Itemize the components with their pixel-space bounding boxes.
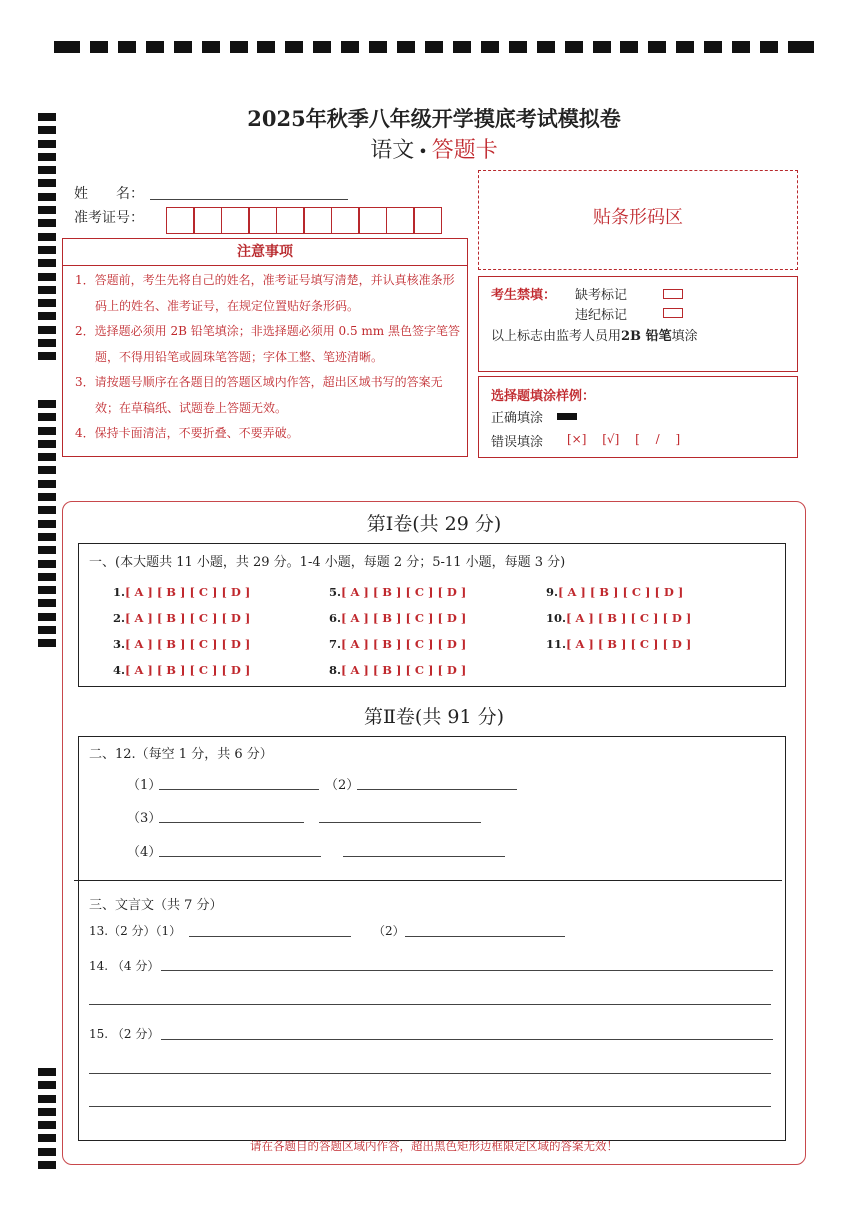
sample-title: 选择题填涂样例： [491,389,596,404]
timing-mark [760,41,778,53]
notice-title: 注意事项 [62,238,468,266]
notice-item-3: 3．请按题号顺序在各题目的答题区域内作答，超出区域书写的答案无效；在草稿纸、试题卷上答题无效。 [75,375,443,415]
blank-3-line[interactable] [159,822,304,823]
blank-2-line[interactable] [357,789,517,790]
answer-options[interactable]: [ A ] [ B ] [ C ] [ D ] [566,611,692,625]
blank-4-label: （4） [127,845,162,860]
question-number: 10. [546,611,567,625]
timing-mark [38,599,56,607]
timing-mark [38,546,56,554]
part2-title: 第Ⅱ卷(共 91 分) [364,706,504,728]
answer-options[interactable]: [ A ] [ B ] [ C ] [ D ] [341,611,467,625]
id-number-boxes[interactable] [167,207,442,234]
question-number: 3. [113,637,126,651]
timing-mark [38,560,56,568]
answer-options[interactable]: [ A ] [ B ] [ C ] [ D ] [125,585,251,599]
timing-mark [38,166,56,174]
q14-line-2[interactable] [89,1004,771,1005]
forbidden-box [478,276,798,372]
answer-options[interactable]: [ A ] [ B ] [ C ] [ D ] [566,637,692,651]
blank-3-label: （3） [127,811,162,826]
violation-label: 违纪标记 [575,308,628,323]
answer-options[interactable]: [ A ] [ B ] [ C ] [ D ] [341,585,467,599]
top-timing-marks [54,41,814,55]
q14-label: 14. （4 分） [89,959,160,973]
timing-mark [313,41,331,53]
answer-options[interactable]: [ A ] [ B ] [ C ] [ D ] [341,637,467,651]
absent-mark-box[interactable] [663,289,683,299]
timing-mark [38,299,56,307]
q15-line-3[interactable] [89,1106,771,1107]
timing-mark [38,493,56,501]
choice-heading: 一、(本大题共 11 小题，共 29 分。1-4 小题，每题 2 分；5-11 小题，每题 3 分) [89,555,566,570]
choice-question-4[interactable] [113,663,250,677]
question-number: 9. [546,585,559,599]
id-digit-box[interactable] [303,207,332,234]
answer-options[interactable]: [ A ] [ B ] [ C ] [ D ] [558,585,684,599]
timing-mark [38,206,56,214]
q15-label: 15. （2 分） [89,1027,160,1041]
timing-mark [38,453,56,461]
timing-mark [38,219,56,227]
timing-mark [509,41,527,53]
timing-mark [425,41,443,53]
timing-mark [704,41,722,53]
q13-blank-2[interactable] [405,936,565,937]
id-digit-box[interactable] [221,207,250,234]
timing-mark [38,440,56,448]
timing-mark [257,41,275,53]
timing-mark [38,246,56,254]
timing-mark [202,41,220,53]
q12-heading: 二、12.（每空 1 分，共 6 分） [89,747,273,762]
choice-question-10[interactable] [546,611,691,625]
notice-box [62,266,468,457]
name-input[interactable] [150,199,348,200]
answer-options[interactable]: [ A ] [ B ] [ C ] [ D ] [125,611,251,625]
timing-mark [38,480,56,488]
answer-options[interactable]: [ A ] [ B ] [ C ] [ D ] [125,637,251,651]
timing-mark [38,352,56,360]
timing-mark [620,41,638,53]
question-number: 4. [113,663,126,677]
timing-mark [397,41,415,53]
id-digit-box[interactable] [193,207,222,234]
question-number: 2. [113,611,126,625]
barcode-area: 贴条形码区 [478,170,798,270]
timing-mark [38,586,56,594]
notice-item-4: 4．保持卡面清洁，不要折叠、不要弄破。 [75,426,299,440]
q13-blank-1[interactable] [189,936,351,937]
choice-question-7[interactable] [329,637,466,651]
timing-mark [38,1108,56,1116]
timing-mark [146,41,164,53]
timing-mark [38,193,56,201]
choice-question-11[interactable] [546,637,691,651]
wrong-samples: [×] [√] [ / ] [567,432,681,446]
answer-options[interactable]: [ A ] [ B ] [ C ] [ D ] [341,663,467,677]
question-number: 6. [329,611,342,625]
timing-mark [38,626,56,634]
id-digit-box[interactable] [331,207,360,234]
blank-4b-line[interactable] [343,856,505,857]
id-digit-box[interactable] [248,207,277,234]
footer-note: 请在各题目的答题区域内作答，超出黑色矩形边框限定区域的答案无效！ [250,1139,618,1153]
timing-mark [54,41,80,53]
notice-item-2: 2．选择题必须用 2B 铅笔填涂；非选择题必须用 0.5 mm 黑色签字笔答题，不得用铅笔或圆珠笔答题；字体工整、笔迹清晰。 [75,324,461,364]
timing-mark [38,273,56,281]
exam-title: 2025年秋季八年级开学摸底考试模拟卷 [247,106,621,131]
question-number: 8. [329,663,342,677]
id-digit-box[interactable] [166,207,195,234]
timing-mark [38,1121,56,1129]
id-label: 准考证号： [74,210,144,226]
timing-mark [593,41,611,53]
timing-mark [38,1095,56,1103]
choice-question-3[interactable] [113,637,250,651]
timing-mark [38,1081,56,1089]
sample-box [478,376,798,458]
timing-mark [90,41,108,53]
id-digit-box[interactable] [358,207,387,234]
timing-mark [38,1068,56,1076]
question-number: 11. [546,637,567,651]
timing-mark [38,427,56,435]
timing-mark [565,41,583,53]
choice-question-1[interactable] [113,585,250,599]
answer-options[interactable]: [ A ] [ B ] [ C ] [ D ] [125,663,251,677]
violation-mark-box[interactable] [663,308,683,318]
blank-3b-line[interactable] [319,822,481,823]
timing-mark [369,41,387,53]
notice-item-1: 1．答题前，考生先将自己的姓名，准考证号填写清楚，并认真核准条形码上的姓名、准考证号，在规定位置贴好条形码。 [75,273,455,313]
correct-fill-sample [557,413,577,420]
timing-mark [38,639,56,647]
id-digit-box[interactable] [413,207,442,234]
timing-mark [38,573,56,581]
timing-mark [38,312,56,320]
blank-1-line[interactable] [159,789,319,790]
subject-title: 语文 • 答题卡 [370,138,498,163]
timing-mark [38,1161,56,1169]
timing-mark [453,41,471,53]
timing-mark [38,613,56,621]
classical-section [78,880,786,1141]
timing-mark [38,179,56,187]
blank-2-label: （2） [325,778,360,793]
wrong-label: 错误填涂 [491,435,544,450]
choice-question-5[interactable] [329,585,466,599]
q13-label: 13.（2 分）（1） [89,924,182,938]
choice-question-2[interactable] [113,611,250,625]
choice-question-9[interactable] [546,585,683,599]
q15-line-1[interactable] [161,1039,773,1040]
timing-mark [732,41,750,53]
timing-mark [676,41,694,53]
left-timing-marks-lower [38,1068,56,1174]
q14-line-1[interactable] [161,970,773,971]
timing-mark [648,41,666,53]
blank-1-label: （1） [127,778,162,793]
id-digit-box[interactable] [386,207,415,234]
timing-mark [38,466,56,474]
classical-heading: 三、文言文（共 7 分） [89,898,223,913]
timing-mark [285,41,303,53]
forbidden-title: 考生禁填： [491,288,557,303]
timing-mark [38,413,56,421]
timing-mark [481,41,499,53]
part1-title: 第Ⅰ卷(共 29 分) [366,513,502,535]
id-digit-box[interactable] [276,207,305,234]
timing-mark [38,400,56,408]
timing-mark [38,286,56,294]
timing-mark [537,41,555,53]
timing-mark [38,233,56,241]
q15-line-2[interactable] [89,1073,771,1074]
forbidden-note: 以上标志由监考人员用2B 铅笔填涂 [491,329,698,344]
question-number: 1. [113,585,126,599]
q13-part2-label: （2） [373,924,405,938]
absent-label: 缺考标记 [575,288,628,303]
choice-question-6[interactable] [329,611,466,625]
timing-mark [788,41,814,53]
question-number: 7. [329,637,342,651]
timing-mark [174,41,192,53]
q12-section [78,736,786,881]
correct-label: 正确填涂 [491,411,544,426]
timing-mark [38,326,56,334]
timing-mark [341,41,359,53]
blank-4-line[interactable] [159,856,321,857]
choice-question-8[interactable] [329,663,466,677]
choice-section [78,543,786,687]
timing-mark [38,259,56,267]
timing-mark [230,41,248,53]
question-number: 5. [329,585,342,599]
timing-mark [118,41,136,53]
timing-mark [38,339,56,347]
name-label: 姓 名： [74,186,144,202]
